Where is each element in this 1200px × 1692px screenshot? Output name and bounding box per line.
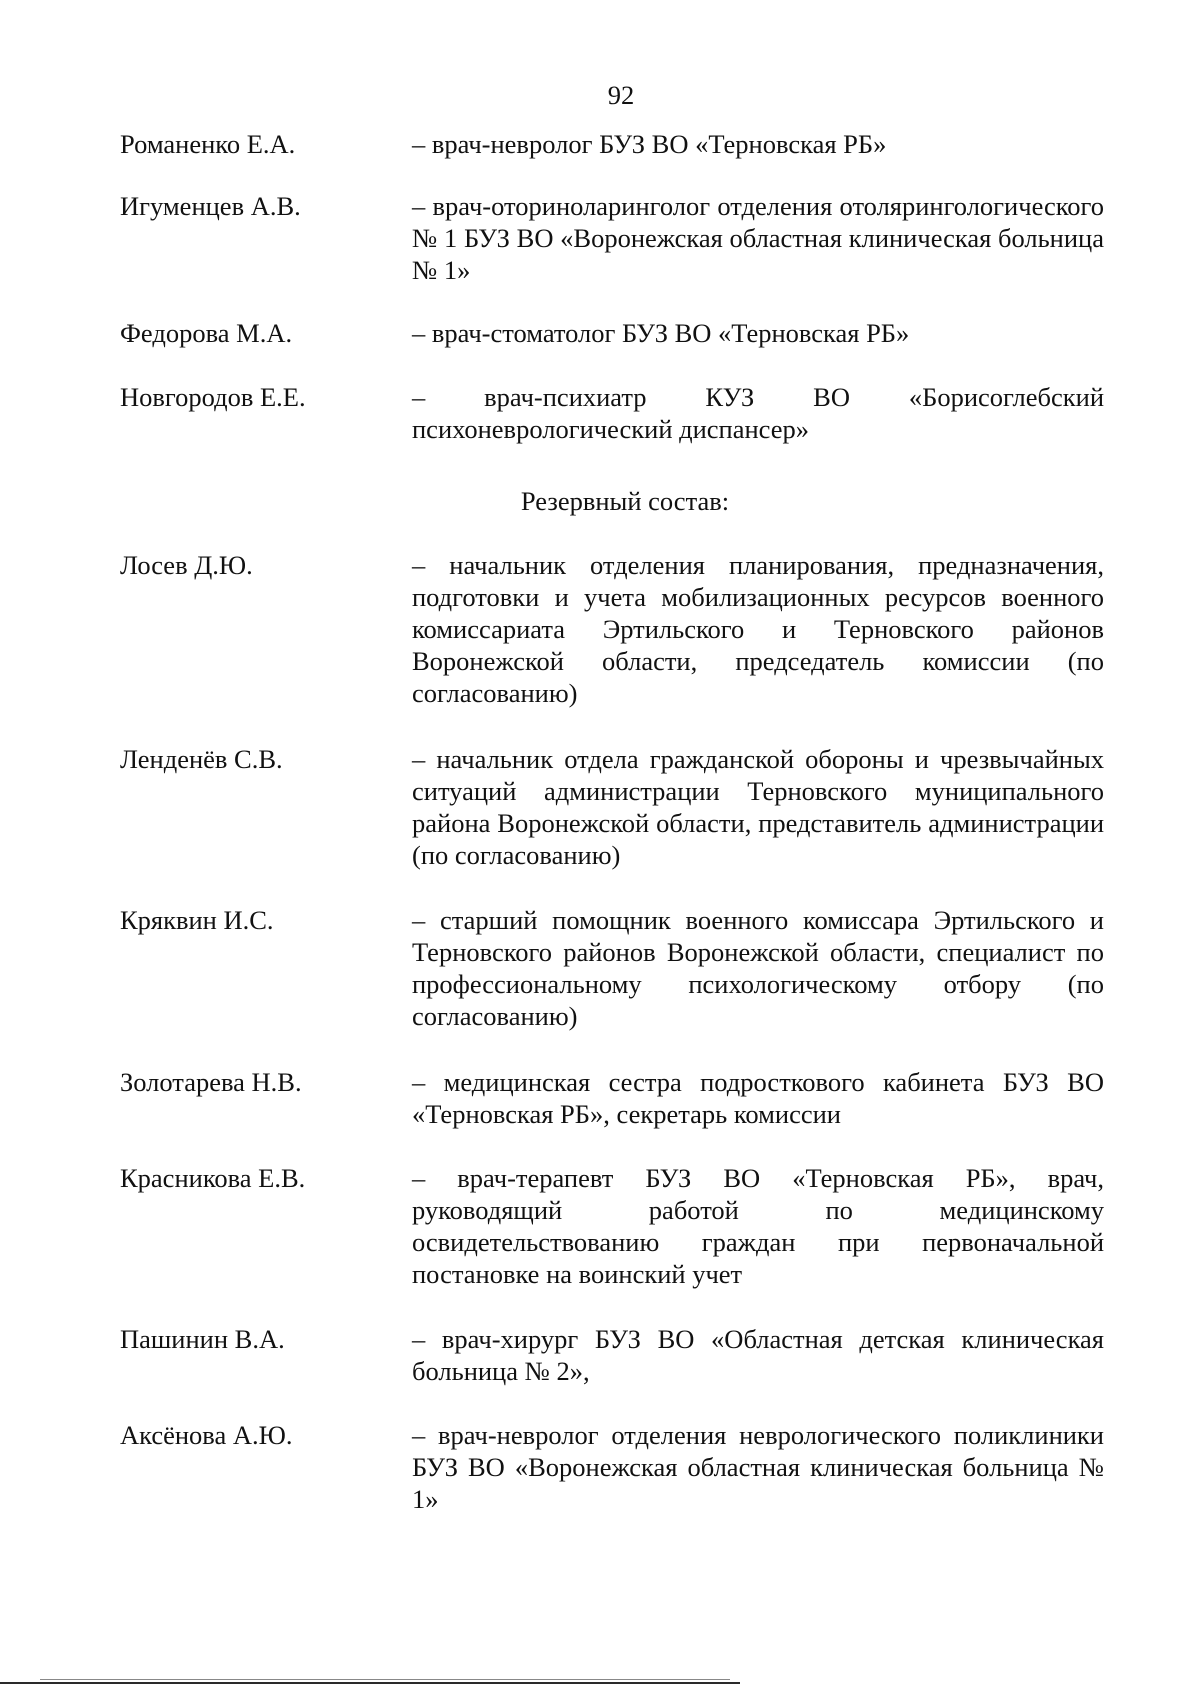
member-name: Пашинин В.А.: [120, 1324, 285, 1354]
member-position: – врач-невролог отделения неврологического поликлиники БУЗ ВО «Воронежская областная клиническая больница № 1»: [412, 1420, 1104, 1514]
page-number: 92: [607, 80, 635, 110]
member-name: Ленденёв С.В.: [120, 744, 283, 774]
member-name: Федорова М.А.: [120, 318, 293, 348]
member-name: Кряквин И.С.: [120, 905, 274, 935]
reserve-heading: Резервный состав:: [520, 486, 730, 516]
member-name: Золотарева Н.В.: [120, 1067, 302, 1097]
member-name: Романенко Е.А.: [120, 129, 296, 159]
member-name: Красникова Е.В.: [120, 1163, 306, 1193]
scan-edge-line: [0, 1682, 740, 1684]
member-name: Аксёнова А.Ю.: [120, 1420, 293, 1450]
member-position: – начальник отделения планирования, предназначения, подготовки и учета мобилизационных ресурсов военного комиссариата Эртильского и Терновского районов Воронежской области, председатель комиссии (по согласованию): [412, 550, 1104, 708]
member-name: Игуменцев А.В.: [120, 191, 301, 221]
member-position: – начальник отдела гражданской обороны и чрезвычайных ситуаций администрации Терновского муниципального района Воронежской области, представитель администрации (по согласованию): [412, 744, 1104, 870]
member-position: – врач-стоматолог БУЗ ВО «Терновская РБ»: [412, 318, 910, 348]
member-position: – старший помощник военного комиссара Эртильского и Терновского районов Воронежской области, специалист по профессиональному психологическому отбору (по согласованию): [412, 905, 1104, 1031]
scan-edge-line: [40, 1679, 730, 1680]
member-name: Лосев Д.Ю.: [120, 550, 253, 580]
member-position: – врач-терапевт БУЗ ВО «Терновская РБ», врач, руководящий работой по медицинскому освидетельствованию граждан при первоначальной постановке на воинский учет: [412, 1163, 1104, 1289]
member-position: – медицинская сестра подросткового кабинета БУЗ ВО «Терновская РБ», секретарь комиссии: [412, 1067, 1104, 1129]
member-position: – врач-психиатр КУЗ ВО «Борисоглебский психоневрологический диспансер»: [412, 382, 1104, 444]
member-name: Новгородов Е.Е.: [120, 382, 306, 412]
member-position: – врач-оториноларинголог отделения отолярингологического № 1 БУЗ ВО «Воронежская областная клиническая больница № 1»: [412, 191, 1104, 285]
member-position: – врач-хирург БУЗ ВО «Областная детская клиническая больница № 2»,: [412, 1324, 1104, 1386]
member-position: – врач-невролог БУЗ ВО «Терновская РБ»: [412, 129, 887, 159]
